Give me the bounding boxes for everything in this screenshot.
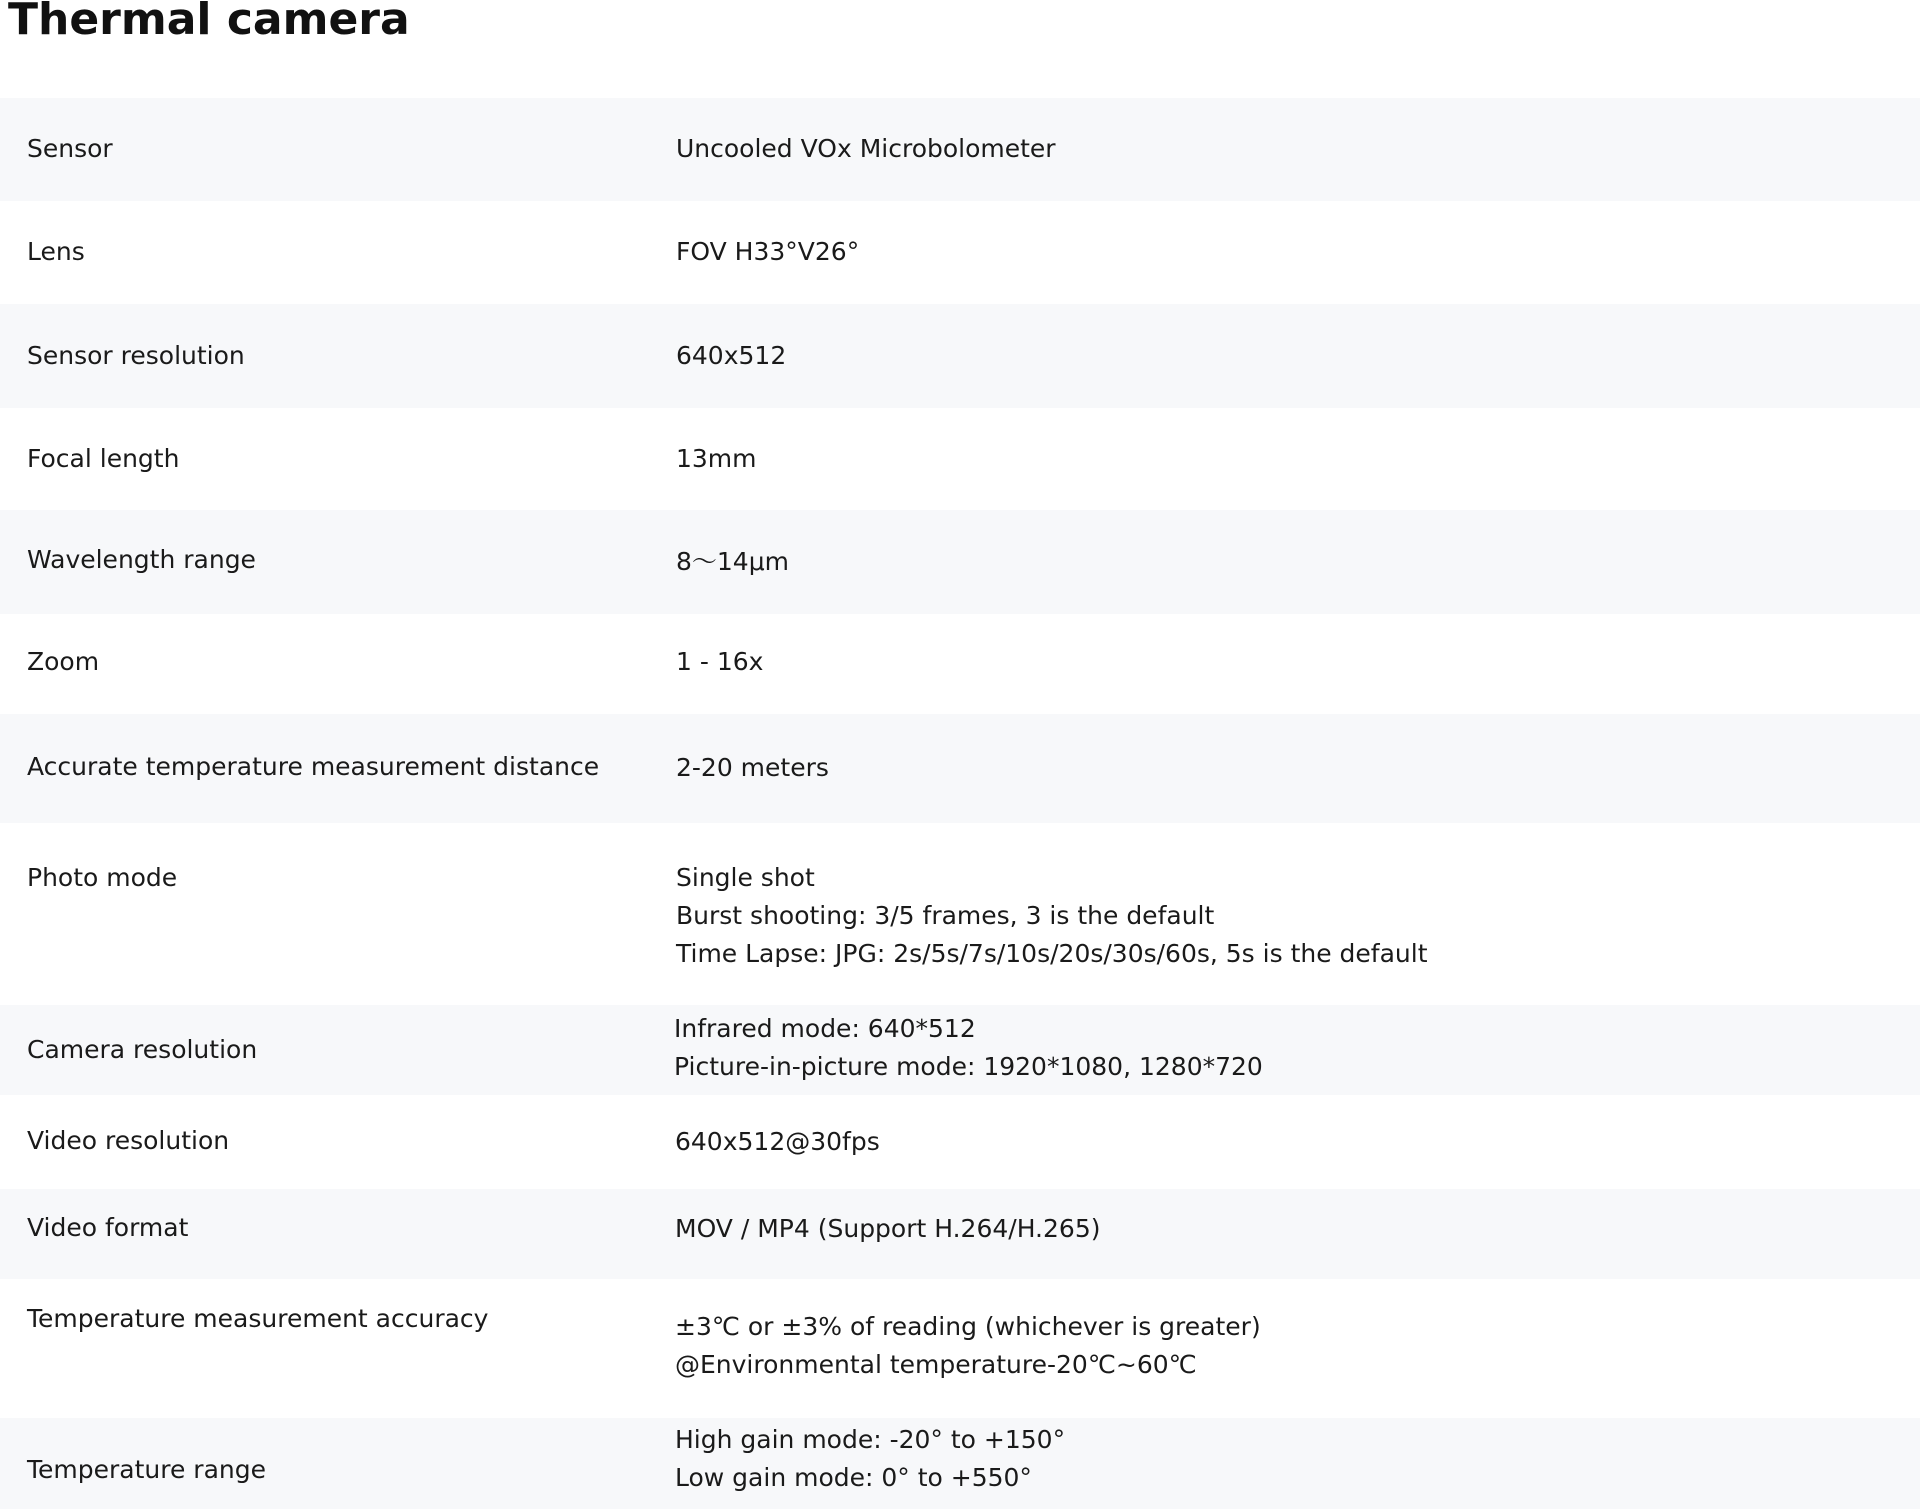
spec-label: Temperature range xyxy=(27,1455,267,1484)
spec-value-line: Low gain mode: 0° to +550° xyxy=(675,1463,1032,1492)
spec-value xyxy=(676,643,1896,681)
spec-label: Video format xyxy=(27,1213,189,1242)
spec-value xyxy=(675,1210,1895,1248)
spec-value xyxy=(676,337,1896,375)
spec-value-line: @Environmental temperature-20℃~60℃ xyxy=(675,1350,1197,1379)
spec-label: Lens xyxy=(27,237,85,266)
spec-label: Focal length xyxy=(27,444,180,473)
spec-table xyxy=(0,98,1920,1509)
table-row xyxy=(0,510,1920,614)
spec-value-line: 640x512 xyxy=(676,341,787,370)
spec-label: Camera resolution xyxy=(27,1035,258,1064)
spec-label: Temperature measurement accuracy xyxy=(27,1304,489,1333)
spec-value-line: Infrared mode: 640*512 xyxy=(674,1014,976,1043)
spec-value xyxy=(676,233,1896,271)
table-row xyxy=(0,1095,1920,1189)
spec-value-line: MOV / MP4 (Support H.264/H.265) xyxy=(675,1214,1101,1243)
table-row xyxy=(0,1279,1920,1418)
spec-label: Video resolution xyxy=(27,1126,230,1155)
spec-value xyxy=(676,859,1896,973)
spec-value-line: High gain mode: -20° to +150° xyxy=(675,1425,1066,1454)
spec-value xyxy=(676,130,1896,168)
spec-value-line: 8～14μm xyxy=(676,547,789,576)
spec-value xyxy=(674,1010,1894,1086)
spec-value-line: 1 - 16x xyxy=(676,647,764,676)
spec-label: Wavelength range xyxy=(27,545,256,574)
table-row xyxy=(0,1418,1920,1509)
spec-value xyxy=(675,1123,1895,1161)
spec-value-line: Picture-in-picture mode: 1920*1080, 1280*720 xyxy=(674,1052,1263,1081)
table-row xyxy=(0,98,1920,201)
spec-label: Accurate temperature measurement distance xyxy=(27,752,600,781)
spec-value-line: Burst shooting: 3/5 frames, 3 is the default xyxy=(676,901,1215,930)
spec-value-line: ±3℃ or ±3% of reading (whichever is greater) xyxy=(675,1312,1261,1341)
spec-value xyxy=(676,749,1896,787)
spec-value xyxy=(675,1308,1895,1384)
spec-label: Photo mode xyxy=(27,863,178,892)
table-row xyxy=(0,408,1920,510)
spec-value-line: Uncooled VOx Microbolometer xyxy=(676,134,1056,163)
spec-label: Sensor resolution xyxy=(27,341,245,370)
spec-value-line: FOV H33°V26° xyxy=(676,237,860,266)
spec-value-line: Time Lapse: JPG: 2s/5s/7s/10s/20s/30s/60s, 5s is the default xyxy=(676,939,1428,968)
spec-value xyxy=(676,543,1896,581)
page-title: Thermal camera xyxy=(8,0,410,44)
table-row xyxy=(0,201,1920,304)
spec-value-line: 2-20 meters xyxy=(676,753,829,782)
spec-value-line: Single shot xyxy=(676,863,815,892)
spec-value-line: 640x512@30fps xyxy=(675,1127,880,1156)
table-row xyxy=(0,304,1920,408)
table-row xyxy=(0,1005,1920,1095)
table-row xyxy=(0,1189,1920,1279)
table-row xyxy=(0,614,1920,714)
table-row xyxy=(0,823,1920,1005)
table-row xyxy=(0,714,1920,823)
spec-value-line: 13mm xyxy=(676,444,757,473)
spec-label: Sensor xyxy=(27,134,113,163)
spec-label: Zoom xyxy=(27,647,100,676)
spec-value xyxy=(675,1421,1895,1497)
spec-value xyxy=(676,440,1896,478)
